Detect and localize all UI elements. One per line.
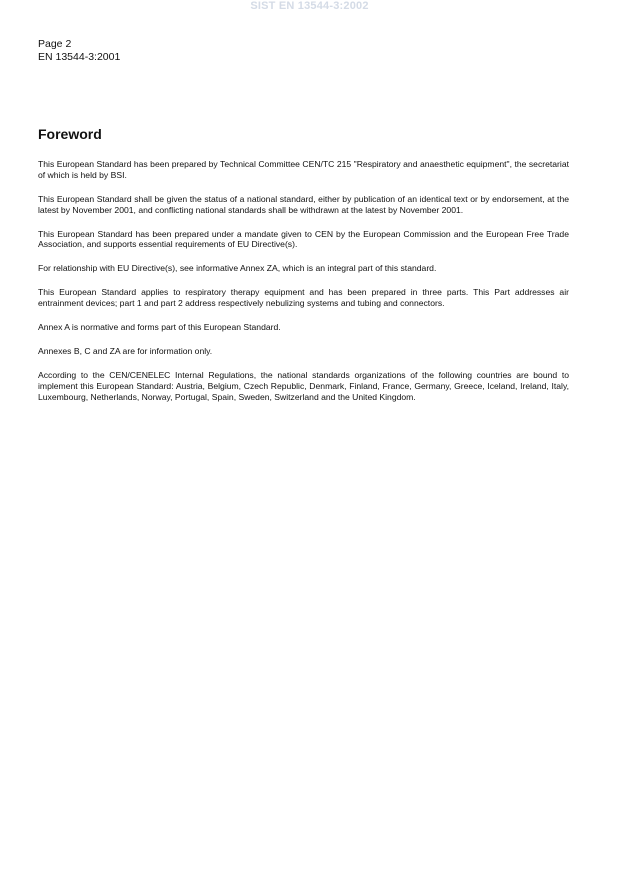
paragraph: This European Standard applies to respiratory therapy equipment and has been prepared in three parts. This Part addresses air entrainment devices; part 1 and part 2 address respectively nebulizing systems and tubing and connectors. [38,287,569,309]
section-title: Foreword [38,126,102,142]
paragraph: This European Standard has been prepared under a mandate given to CEN by the European Commission and the European Free Trade Association, and supports essential requirements of EU Directive(s). [38,228,569,250]
paragraph: Annex A is normative and forms part of this European Standard. [38,322,281,333]
paragraph: This European Standard has been prepared by Technical Committee CEN/TC 215 "Respiratory and anaesthetic equipment", the secretariat of which is held by BSI. [38,159,569,180]
paragraph: Annexes B, C and ZA are for information only. [38,346,213,357]
document-watermark: SIST EN 13544-3:2002 [250,0,369,12]
foreword-body [38,159,569,416]
paragraph: For relationship with EU Directive(s), see informative Annex ZA, which is an integral part of this standard. [38,263,437,274]
document-id: EN 13544-3:2001 [38,50,121,63]
paragraph: This European Standard shall be given the status of a national standard, either by publication of an identical text or by endorsement, at the latest by November 2001, and conflicting national standards shall be withdrawn at the latest by November 2001. [38,193,569,215]
page-number: Page 2 [38,38,72,50]
paragraph: According to the CEN/CENELEC Internal Regulations, the national standards organizations of the following countries are bound to implement this European Standard: Austria, Belgium, Czech Republic, Denmark, Finland, France, Germany, Greece, Iceland, Ireland, Italy, Luxembourg, Netherlands, Norway, Portugal, Spain, Sweden, Switzerland and the United Kingdom. [38,370,569,402]
page-header [38,38,120,63]
